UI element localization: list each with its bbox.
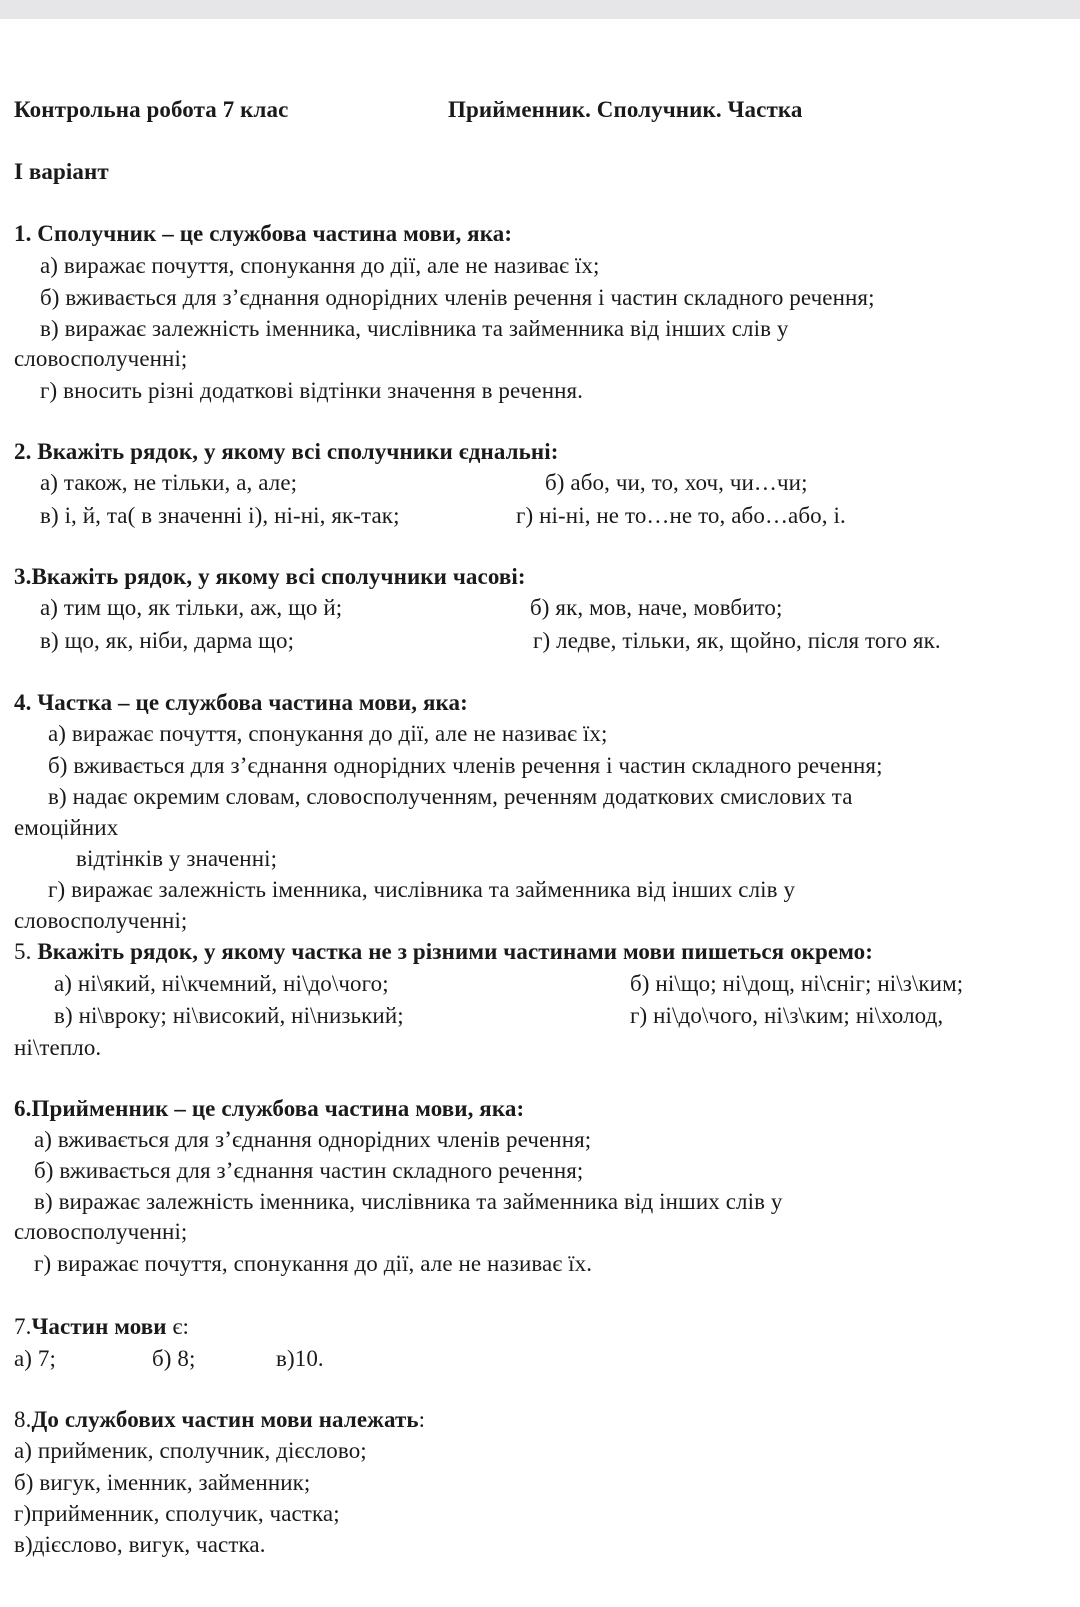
- question-1-option-c-cont: словосполученні;: [14, 346, 188, 371]
- page-title-right: Прийменник. Сполучник. Частка: [448, 97, 803, 122]
- question-3-option-a: а) тим що, як тільки, аж, що й;: [40, 595, 343, 620]
- question-8-option-d: в)дієслово, вигук, частка.: [14, 1532, 266, 1557]
- question-7-option-a: а) 7;: [14, 1346, 57, 1371]
- question-7-tail: є:: [166, 1314, 189, 1339]
- question-5-option-c: в) ні\вроку; ні\високий, ні\низький;: [54, 1003, 404, 1028]
- question-4-option-b: б) вживається для з’єднання однорідних членів речення і частин складного речення;: [48, 753, 883, 778]
- question-6-option-a: а) вживається для з’єднання однорідних членів речення;: [34, 1127, 592, 1152]
- question-5-option-d-cont: ні\тепло.: [14, 1035, 102, 1060]
- question-1-option-d: г) вносить різні додаткові відтінки значення в речення.: [40, 378, 584, 403]
- question-4-title: 4. Частка – це службова частина мови, яка:: [14, 690, 468, 715]
- variant-label: І варіант: [14, 159, 109, 184]
- question-8-option-c: г)прийменник, сполучик, частка;: [14, 1501, 340, 1526]
- question-1-option-b: б) вживається для з’єднання однорідних членів речення і частин складного речення;: [40, 285, 875, 310]
- question-5-option-d: г) ні\до\чого, ні\з\ким; ні\холод,: [630, 1003, 944, 1028]
- question-2-option-c: в) і, й, та( в значенні і), ні-ні, як-так;: [40, 503, 400, 528]
- question-4-option-c-cont2: відтінків у значенні;: [76, 846, 278, 871]
- question-7-option-c: в)10.: [276, 1346, 324, 1371]
- question-5-number: 5.: [14, 939, 38, 964]
- question-8-option-a: а) прийменик, сполучник, дієслово;: [14, 1438, 367, 1463]
- question-7-title: [14, 1313, 189, 1341]
- question-3-option-c: в) що, як, ніби, дарма що;: [40, 628, 295, 653]
- question-2-option-b: б) або, чи, то, хоч, чи…чи;: [545, 470, 808, 495]
- page-title-left: Контрольна робота 7 клас: [14, 97, 289, 122]
- question-2-title: 2. Вкажіть рядок, у якому всі сполучники єднальні:: [14, 439, 559, 464]
- question-4-option-d: г) виражає залежність іменника, числівника та займенника від інших слів у: [48, 877, 796, 902]
- question-3-title: 3.Вкажіть рядок, у якому всі сполучники часові:: [14, 564, 526, 589]
- question-4-option-c-cont1: емоційних: [14, 815, 119, 840]
- question-8-text: До службових частин мови належать: [31, 1407, 419, 1432]
- question-7-text: Частин мови: [31, 1314, 167, 1339]
- question-4-option-c: в) надає окремим словам, словосполученням, реченням додаткових смислових та: [48, 784, 853, 809]
- top-status-bar: [0, 0, 1080, 19]
- question-8-title: [14, 1406, 425, 1434]
- question-6-option-d: г) виражає почуття, спонукання до дії, але не називає їх.: [34, 1251, 593, 1276]
- question-7-option-b: б) 8;: [152, 1346, 196, 1371]
- question-3-option-b: б) як, мов, наче, мовбито;: [530, 595, 783, 620]
- question-6-option-b: б) вживається для з’єднання частин складного речення;: [34, 1158, 584, 1183]
- question-8-number: 8.: [14, 1407, 32, 1432]
- question-8-tail: :: [418, 1407, 426, 1432]
- question-4-option-d-cont: словосполученні;: [14, 908, 188, 933]
- question-6-option-c: в) виражає залежність іменника, числівника та займенника від інших слів у: [34, 1189, 783, 1214]
- question-3-option-d: г) ледве, тільки, як, щойно, після того як.: [533, 628, 941, 653]
- question-6-title: 6.Прийменник – це службова частина мови, яка:: [14, 1096, 525, 1121]
- question-1-title: 1. Сполучник – це службова частина мови, яка:: [14, 221, 513, 246]
- question-1-option-c: в) виражає залежність іменника, числівника та займенника від інших слів у: [40, 316, 789, 341]
- question-5-option-a: а) ні\який, ні\кчемний, ні\до\чого;: [54, 971, 389, 996]
- question-8-option-b: б) вигук, іменник, займенник;: [14, 1470, 311, 1495]
- question-2-option-a: а) також, не тільки, а, але;: [40, 470, 298, 495]
- question-7-number: 7.: [14, 1314, 32, 1339]
- question-4-option-a: а) виражає почуття, спонукання до дії, але не називає їх;: [48, 721, 608, 746]
- question-5-text: Вкажіть рядок, у якому частка не з різними частинами мови пишеться окремо:: [37, 939, 874, 964]
- question-6-option-c-cont: словосполученні;: [14, 1219, 188, 1244]
- question-5-option-b: б) ні\що; ні\дощ, ні\сніг; ні\з\ким;: [630, 971, 964, 996]
- question-5-title: [14, 938, 873, 966]
- question-1-option-a: а) виражає почуття, спонукання до дії, але не називає їх;: [40, 253, 600, 278]
- question-2-option-d: г) ні-ні, не то…не то, або…або, і.: [516, 503, 846, 528]
